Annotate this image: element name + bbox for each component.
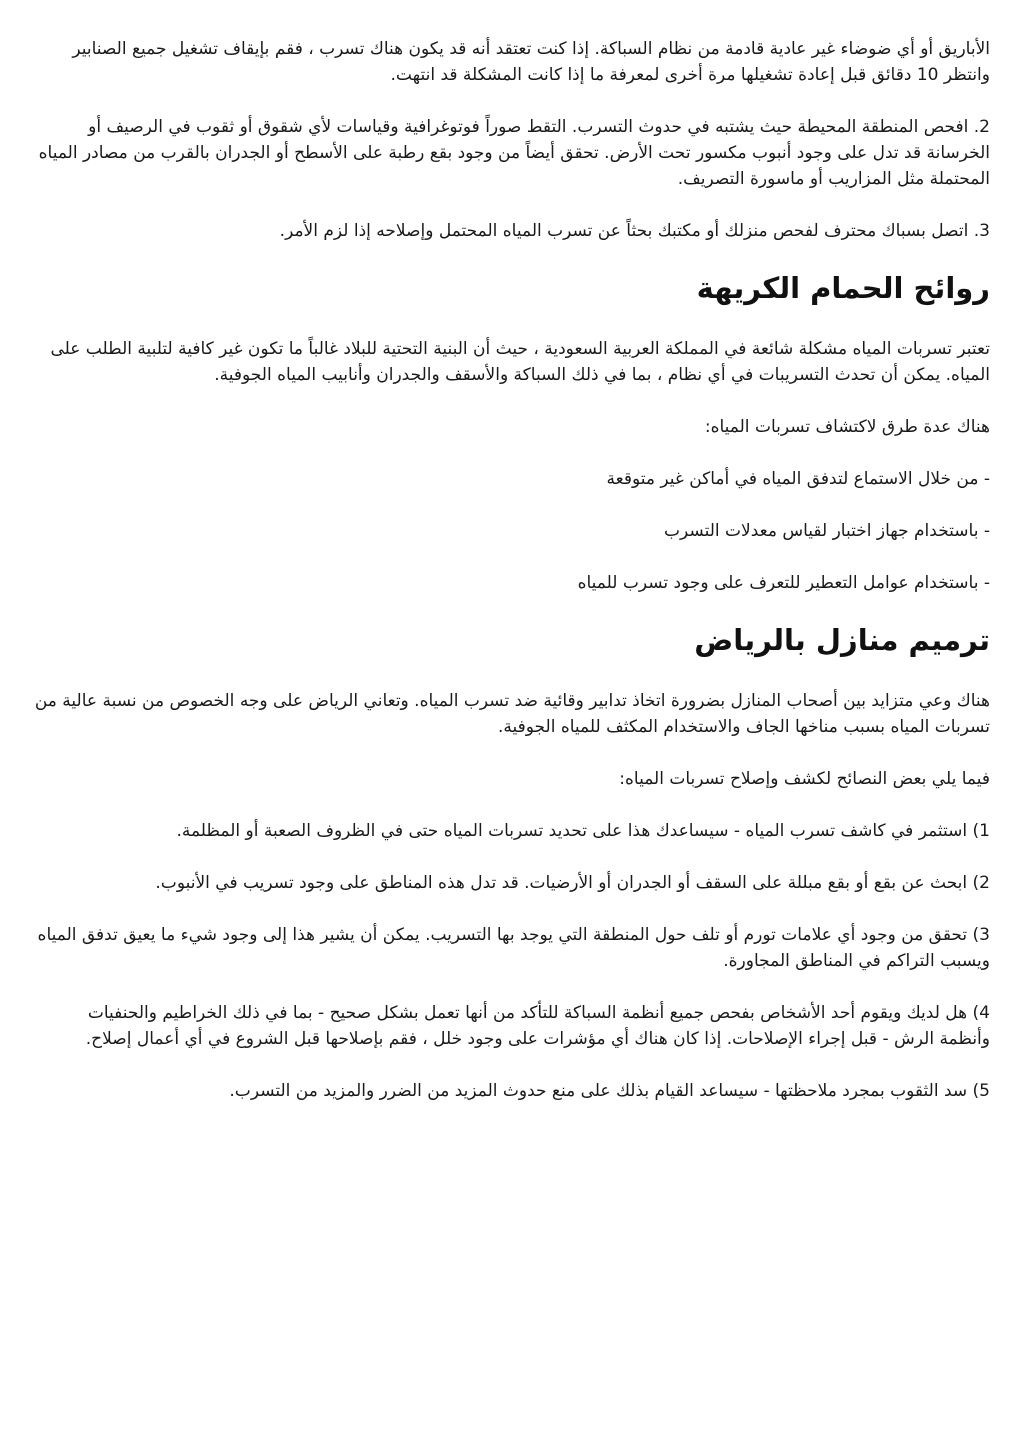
- intro-paragraph-3: 3. اتصل بسباك محترف لفحص منزلك أو مكتبك بحثاً عن تسرب المياه المحتمل وإصلاحه إذا لزم الأمر.: [279, 221, 990, 241]
- section-2-tip-1: 1) استثمر في كاشف تسرب المياه - سيساعدك هذا على تحديد تسربات المياه حتى في الظروف الصعبة أو المظلمة.: [176, 821, 990, 841]
- intro-paragraph-2: 2. افحص المنطقة المحيطة حيث يشتبه في حدوث التسرب. التقط صوراً فوتوغرافية وقياسات لأي شقوق أو ثقوب في الرصيف أو الخرسانة قد تدل على وجود أنبوب مكسور تحت الأرض. تحقق أيضاً من وجود بقع رطبة على الأسطح أو الجدران بالقرب من مصادر المياه المحتملة مثل المزاريب أو ماسورة التصريف.: [38, 117, 990, 189]
- section-2-tip-3: 3) تحقق من وجود أي علامات تورم أو تلف حول المنطقة التي يوجد بها التسريب. يمكن أن يشير هذا إلى وجود شيء ما يعيق تدفق المياه ويسبب التراكم في المناطق المجاورة.: [37, 925, 990, 971]
- section-1-list-item-2: - باستخدام جهاز اختبار لقياس معدلات التسرب: [664, 521, 990, 541]
- section-2-tip-5: 5) سد الثقوب بمجرد ملاحظتها - سيساعد القيام بذلك على منع حدوث المزيد من الضرر والمزيد من التسرب.: [229, 1081, 990, 1101]
- section-2-paragraph-2: فيما يلي بعض النصائح لكشف وإصلاح تسربات المياه:: [619, 769, 990, 789]
- section-2-tip-4: 4) هل لديك ويقوم أحد الأشخاص بفحص جميع أنظمة السباكة للتأكد من أنها تعمل بشكل صحيح - بما في ذلك الخراطيم والحنفيات وأنظمة الرش - قبل إجراء الإصلاحات. إذا كان هناك أي مؤشرات على وجود خلل ، فقم بإصلاحها قبل الشروع في أي أعمال إصلاح.: [85, 1003, 990, 1049]
- section-1-list-item-1: - من خلال الاستماع لتدفق المياه في أماكن غير متوقعة: [606, 469, 990, 489]
- section-1-paragraph-2: هناك عدة طرق لاكتشاف تسربات المياه:: [704, 417, 990, 437]
- intro-paragraph-1: الأباريق أو أي ضوضاء غير عادية قادمة من نظام السباكة. إذا كنت تعتقد أنه قد يكون هناك تسرب ، فقم بإيقاف تشغيل جميع الصنابير وانتظر 10 دقائق قبل إعادة تشغيلها مرة أخرى لمعرفة ما إذا كانت المشكلة قد انتهت.: [72, 39, 990, 85]
- section-2-paragraph-1: هناك وعي متزايد بين أصحاب المنازل بضرورة اتخاذ تدابير وقائية ضد تسرب المياه. وتعاني الرياض على وجه الخصوص من نسبة عالية من تسربات المياه بسبب مناخها الجاف والاستخدام المكثف للمياه الجوفية.: [34, 691, 990, 737]
- section-heading-riyadh-renovation: ترميم منازل بالرياض: [694, 623, 990, 657]
- section-1-list-item-3: - باستخدام عوامل التعطير للتعرف على وجود تسرب للمياه: [577, 573, 990, 593]
- section-1-paragraph-1: تعتبر تسربات المياه مشكلة شائعة في المملكة العربية السعودية ، حيث أن البنية التحتية للبلاد غالباً ما تكون غير كافية لتلبية الطلب على المياه. يمكن أن تحدث التسريبات في أي نظام ، بما في ذلك السباكة والأسقف والجدران وأنابيب المياه الجوفية.: [50, 339, 990, 385]
- section-2-tip-2: 2) ابحث عن بقع أو بقع مبللة على السقف أو الجدران أو الأرضيات. قد تدل هذه المناطق على وجود تسريب في الأنبوب.: [155, 873, 990, 893]
- section-heading-bathroom-odors: روائح الحمام الكريهة: [696, 271, 990, 305]
